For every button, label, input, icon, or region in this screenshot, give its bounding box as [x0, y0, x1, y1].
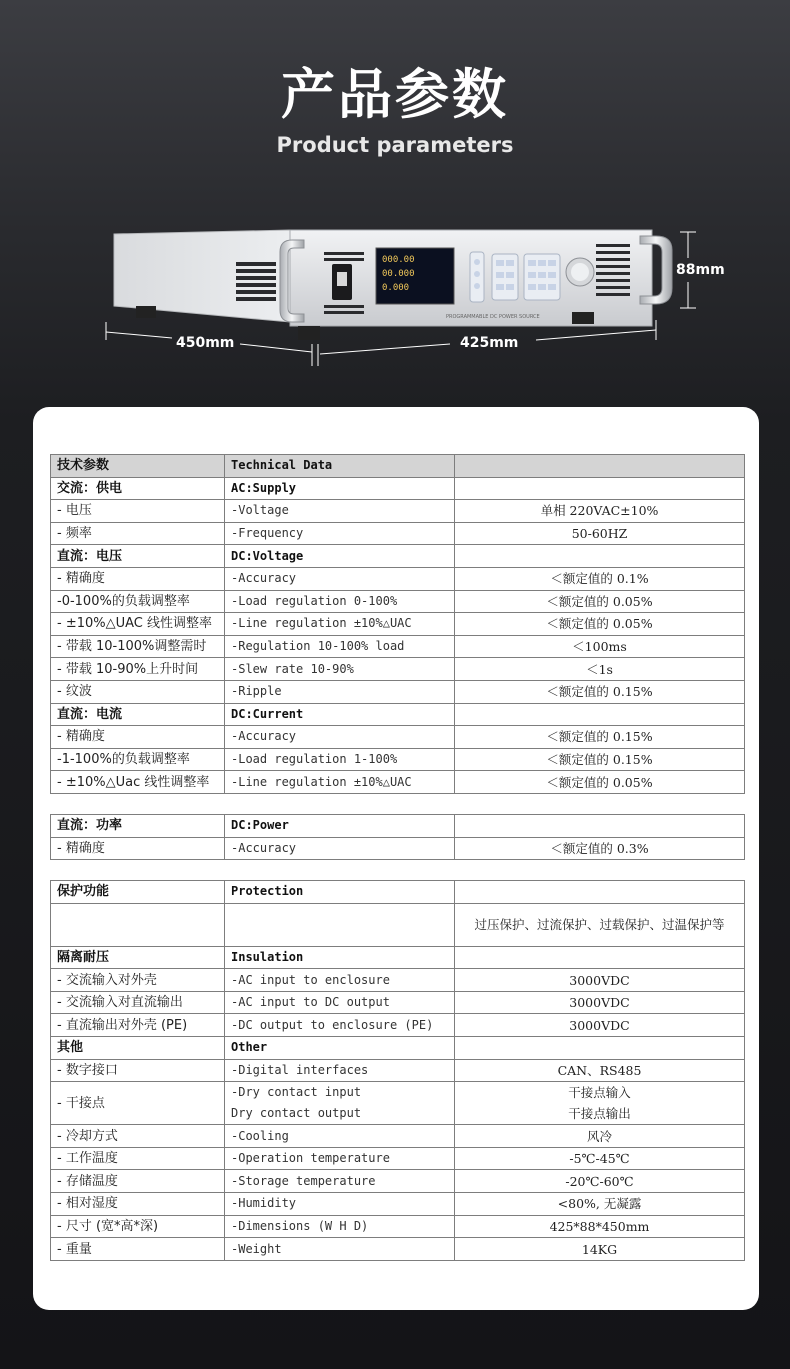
cell-parameter-cn — [51, 793, 225, 814]
cell-parameter-cn: - 尺寸 (宽*高*深) — [51, 1215, 225, 1238]
table-section-row — [51, 814, 745, 837]
table-section-row — [51, 881, 745, 904]
cell-value — [455, 793, 745, 814]
cell-value: <80%, 无凝露 — [455, 1193, 745, 1216]
table-row — [51, 1147, 745, 1170]
cell-parameter-en: -Voltage — [225, 500, 455, 523]
cell-parameter-en: -Line regulation ±10%△UAC — [225, 613, 455, 636]
cell-parameter-cn: -0-100%的负载调整率 — [51, 590, 225, 613]
cell-parameter-cn: - 纹波 — [51, 680, 225, 703]
cell-parameter-en: -Operation temperature — [225, 1147, 455, 1170]
cell-parameter-cn: - 电压 — [51, 500, 225, 523]
cell-parameter-cn: 直流：电压 — [51, 545, 225, 568]
cell-value: -5℃-45℃ — [455, 1147, 745, 1170]
cell-parameter-en: -Load regulation 0-100% — [225, 590, 455, 613]
cell-parameter-cn: 直流：功率 — [51, 814, 225, 837]
cell-value: ＜100ms — [455, 635, 745, 658]
table-spacer-row — [51, 860, 745, 881]
cell-parameter-en: -Accuracy — [225, 567, 455, 590]
cell-parameter-en: -DC output to enclosure (PE) — [225, 1014, 455, 1037]
depth-dimension: 450mm — [176, 335, 235, 351]
cell-parameter-cn: 交流：供电 — [51, 477, 225, 500]
table-row — [51, 1125, 745, 1148]
cell-parameter-cn: 技术参数 — [51, 455, 225, 478]
table-row — [51, 522, 745, 545]
cell-parameter-cn — [51, 860, 225, 881]
cell-parameter-en: -Line regulation ±10%△UAC — [225, 771, 455, 794]
table-row — [51, 991, 745, 1014]
cell-parameter-cn: - 存储温度 — [51, 1170, 225, 1193]
cell-value: ＜额定值的 0.05% — [455, 590, 745, 613]
cell-value — [455, 477, 745, 500]
cell-parameter-cn: - 相对湿度 — [51, 1193, 225, 1216]
table-section-row — [51, 477, 745, 500]
height-dimension: 88mm — [676, 262, 725, 278]
table-row — [51, 1082, 745, 1125]
cell-parameter-cn: - 干接点 — [51, 1082, 225, 1125]
cell-value: 3000VDC — [455, 1014, 745, 1037]
cell-parameter-cn: - ±10%△Uac 线性调整率 — [51, 771, 225, 794]
table-row — [51, 500, 745, 523]
cell-value — [455, 455, 745, 478]
cell-parameter-cn: - 工作温度 — [51, 1147, 225, 1170]
table-row — [51, 1215, 745, 1238]
table-row — [51, 1193, 745, 1216]
table-header-row — [51, 455, 745, 478]
cell-parameter-en — [225, 860, 455, 881]
cell-parameter-en: -Load regulation 1-100% — [225, 748, 455, 771]
table-row — [51, 567, 745, 590]
cell-value: 单相 220VAC±10% — [455, 500, 745, 523]
cell-parameter-cn: - 交流输入对外壳 — [51, 969, 225, 992]
cell-value: ＜额定值的 0.05% — [455, 771, 745, 794]
cell-value: ＜额定值的 0.15% — [455, 726, 745, 749]
cell-parameter-cn: - 冷却方式 — [51, 1125, 225, 1148]
screen-line-1: 000.00 — [382, 255, 415, 265]
cell-parameter-en: -Weight — [225, 1238, 455, 1261]
cell-parameter-en: -Regulation 10-100% load — [225, 635, 455, 658]
cell-value: 425*88*450mm — [455, 1215, 745, 1238]
cell-parameter-cn: - 重量 — [51, 1238, 225, 1261]
cell-parameter-en: DC:Voltage — [225, 545, 455, 568]
cell-parameter-cn — [51, 903, 225, 946]
spec-table-container — [50, 454, 744, 1261]
cell-value — [455, 946, 745, 969]
cell-parameter-en: Protection — [225, 881, 455, 904]
cell-value: 14KG — [455, 1238, 745, 1261]
table-row — [51, 903, 745, 946]
cell-parameter-en: -AC input to enclosure — [225, 969, 455, 992]
cell-value — [455, 545, 745, 568]
cell-value: 干接点输入 干接点输出 — [455, 1082, 745, 1125]
width-dimension: 425mm — [460, 335, 519, 351]
table-row — [51, 726, 745, 749]
table-row — [51, 748, 745, 771]
table-section-row — [51, 1037, 745, 1060]
cell-parameter-en: AC:Supply — [225, 477, 455, 500]
cell-parameter-cn: 直流：电流 — [51, 703, 225, 726]
cell-value: 50-60HZ — [455, 522, 745, 545]
table-spacer-row — [51, 793, 745, 814]
cell-parameter-cn: - 精确度 — [51, 567, 225, 590]
table-row — [51, 635, 745, 658]
cell-parameter-cn: - 精确度 — [51, 726, 225, 749]
table-row — [51, 771, 745, 794]
cell-parameter-en — [225, 793, 455, 814]
table-row — [51, 613, 745, 636]
cell-parameter-cn: - ±10%△UAC 线性调整率 — [51, 613, 225, 636]
cell-parameter-en: -Accuracy — [225, 837, 455, 860]
cell-parameter-en — [225, 903, 455, 946]
cell-parameter-cn: -1-100%的负载调整率 — [51, 748, 225, 771]
table-row — [51, 680, 745, 703]
table-section-row — [51, 545, 745, 568]
cell-parameter-cn: 保护功能 — [51, 881, 225, 904]
cell-value: 风冷 — [455, 1125, 745, 1148]
cell-parameter-en: -Storage temperature — [225, 1170, 455, 1193]
cell-value: 过压保护、过流保护、过载保护、过温保护等 — [455, 903, 745, 946]
spec-table — [50, 454, 745, 1261]
cell-value: ＜额定值的 0.15% — [455, 748, 745, 771]
cell-parameter-cn: - 带载 10-90%上升时间 — [51, 658, 225, 681]
page-title: 产品参数 — [281, 63, 509, 126]
cell-value: ＜额定值的 0.3% — [455, 837, 745, 860]
cell-parameter-en: -Digital interfaces — [225, 1059, 455, 1082]
panel-label: PROGRAMMABLE DC POWER SOURCE — [446, 314, 540, 320]
cell-parameter-en: Technical Data — [225, 455, 455, 478]
page-subtitle: Product parameters — [276, 133, 514, 157]
cell-value: ＜额定值的 0.1% — [455, 567, 745, 590]
cell-parameter-cn: - 数字接口 — [51, 1059, 225, 1082]
cell-value: CAN、RS485 — [455, 1059, 745, 1082]
cell-parameter-en: -Dimensions (W H D) — [225, 1215, 455, 1238]
cell-value — [455, 860, 745, 881]
cell-value: ＜额定值的 0.15% — [455, 680, 745, 703]
cell-parameter-cn: - 精确度 — [51, 837, 225, 860]
cell-parameter-en: DC:Current — [225, 703, 455, 726]
table-row — [51, 837, 745, 860]
cell-value — [455, 881, 745, 904]
table-row — [51, 590, 745, 613]
cell-parameter-cn: - 带载 10-100%调整需时 — [51, 635, 225, 658]
cell-parameter-cn: - 直流输出对外壳 (PE) — [51, 1014, 225, 1037]
cell-parameter-cn: 其他 — [51, 1037, 225, 1060]
cell-parameter-en: Insulation — [225, 946, 455, 969]
screen-line-3: 0.000 — [382, 283, 410, 293]
table-row — [51, 658, 745, 681]
screen-line-2: 00.000 — [382, 269, 415, 279]
cell-value: 3000VDC — [455, 969, 745, 992]
table-row — [51, 1059, 745, 1082]
cell-parameter-cn: - 频率 — [51, 522, 225, 545]
cell-parameter-en: -Slew rate 10-90% — [225, 658, 455, 681]
table-section-row — [51, 703, 745, 726]
table-row — [51, 969, 745, 992]
cell-value: -20℃-60℃ — [455, 1170, 745, 1193]
cell-value — [455, 1037, 745, 1060]
cell-parameter-en: -Humidity — [225, 1193, 455, 1216]
table-row — [51, 1170, 745, 1193]
cell-parameter-en: -AC input to DC output — [225, 991, 455, 1014]
cell-value — [455, 703, 745, 726]
cell-value: ＜1s — [455, 658, 745, 681]
cell-parameter-en: -Cooling — [225, 1125, 455, 1148]
cell-parameter-cn: - 交流输入对直流输出 — [51, 991, 225, 1014]
cell-value — [455, 814, 745, 837]
cell-value: ＜额定值的 0.05% — [455, 613, 745, 636]
cell-parameter-cn: 隔离耐压 — [51, 946, 225, 969]
cell-parameter-en: -Accuracy — [225, 726, 455, 749]
cell-parameter-en: -Ripple — [225, 680, 455, 703]
cell-value: 3000VDC — [455, 991, 745, 1014]
table-row — [51, 1238, 745, 1261]
cell-parameter-en: -Frequency — [225, 522, 455, 545]
cell-parameter-en: -Dry contact input Dry contact output — [225, 1082, 455, 1125]
table-row — [51, 1014, 745, 1037]
cell-parameter-en: Other — [225, 1037, 455, 1060]
cell-parameter-en: DC:Power — [225, 814, 455, 837]
table-section-row — [51, 946, 745, 969]
